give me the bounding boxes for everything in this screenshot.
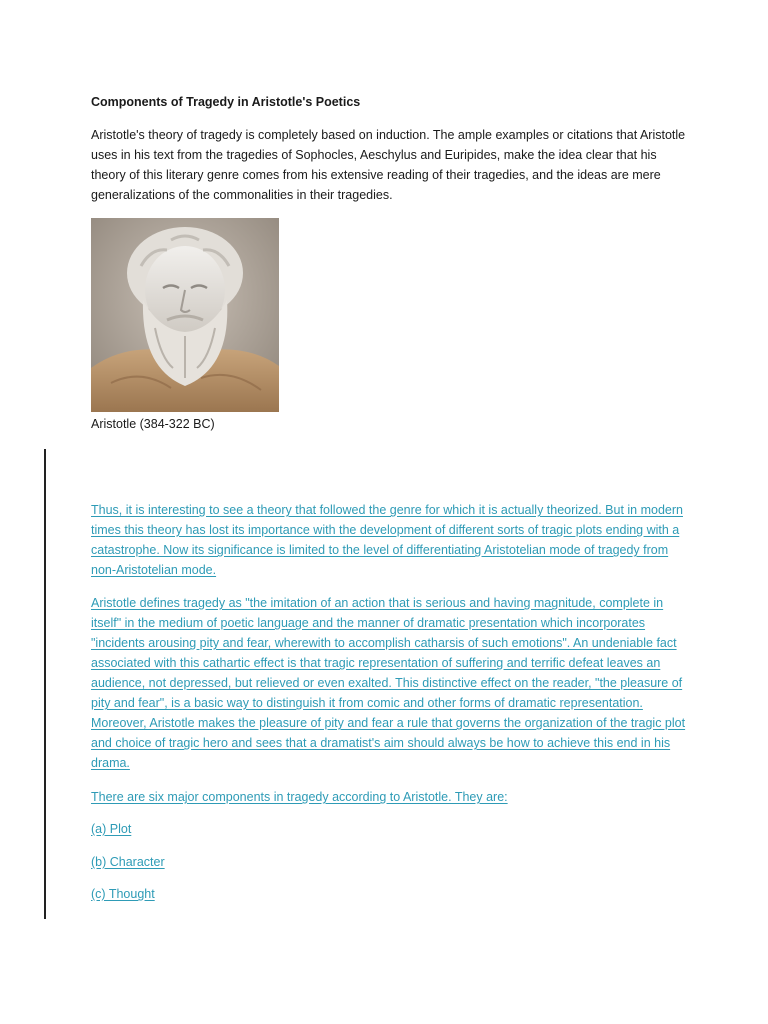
- document-heading: Components of Tragedy in Aristotle's Poetics: [91, 95, 361, 109]
- linked-paragraph-2[interactable]: Aristotle defines tragedy as "the imitation of an action that is serious and having magnitude, complete in itself" in the medium of poetic language and the manner of dramatic presentation which incorporates "incidents arousing pity and fear, wherewith to accomplish catharsis of such emotions". An undeniable fact associated with this cathartic effect is that tragic representation of suffering and terrific defeat leaves an audience, not depressed, but relieved or even exalted. This distinctive effect on the reader, "the pleasure of pity and fear", is a basic way to distinguish it from comic and other forms of dramatic representation. Moreover, Aristotle makes the pleasure of pity and fear a rule that governs the organization of the tragic plot and choice of tragic hero and sees that a dramatist's aim should always be how to achieve this end in his drama.: [91, 596, 686, 770]
- aristotle-bust-image: [91, 218, 279, 412]
- list-item-thought[interactable]: (c) Thought: [91, 887, 155, 901]
- linked-paragraph-3[interactable]: There are six major components in tragedy according to Aristotle. They are:: [91, 790, 508, 804]
- linked-paragraph-1[interactable]: Thus, it is interesting to see a theory that followed the genre for which it is actually theorized. But in modern times this theory has lost its importance with the development of different sorts of tragic plots ending with a catastrophe. Now its significance is limited to the level of differentiating Aristotelian mode of tragedy from non-Aristotelian mode.: [91, 503, 683, 577]
- list-item-plot[interactable]: (a) Plot: [91, 822, 132, 836]
- image-caption: Aristotle (384-322 BC): [91, 417, 215, 431]
- intro-paragraph: Aristotle's theory of tragedy is completely based on induction. The ample examples or citations that Aristotle uses in his text from the tragedies of Sophocles, Aeschylus and Euripides, make the idea clear that his theory of this literary genre comes from his extensive reading of their tragedies, and the ideas are mere generalizations of the commonalities in their tragedies.: [91, 128, 686, 202]
- list-item-character[interactable]: (b) Character: [91, 855, 165, 869]
- revision-change-bar: [44, 449, 46, 919]
